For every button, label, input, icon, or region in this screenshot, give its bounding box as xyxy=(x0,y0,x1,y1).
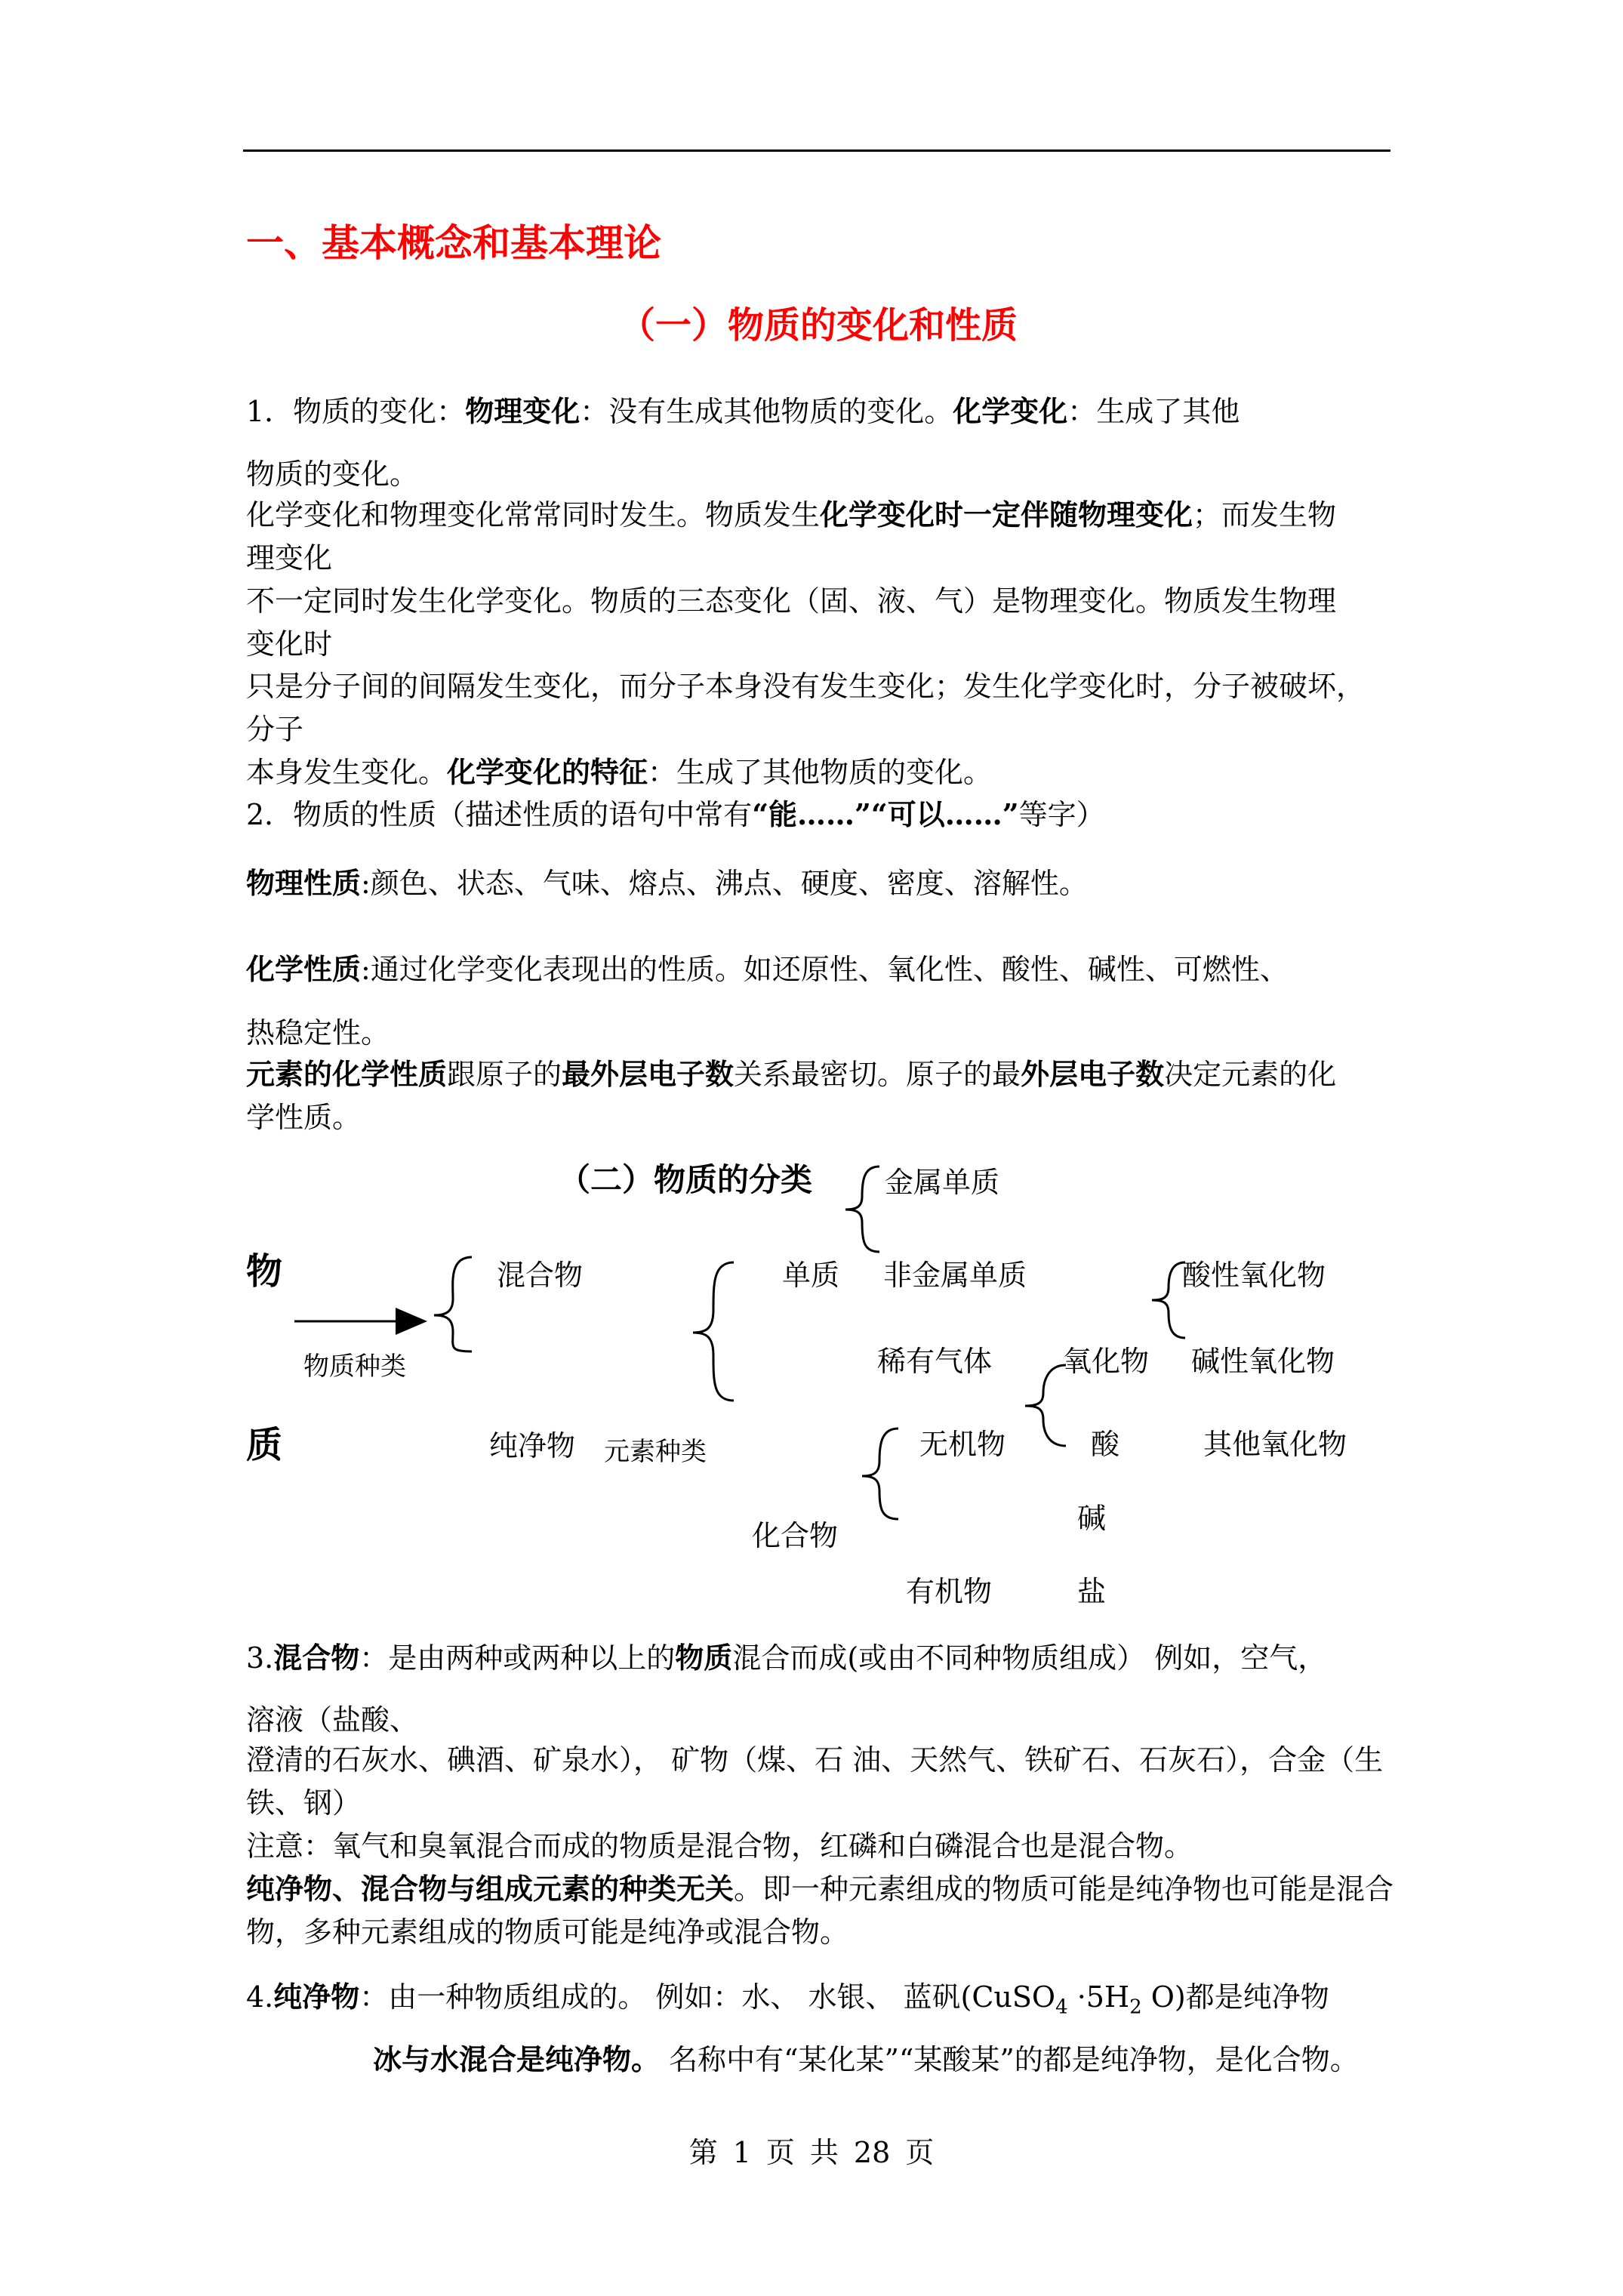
page-footer: 第 1 页 共 28 页 xyxy=(688,2136,935,2169)
brace-element-compound xyxy=(693,1262,734,1401)
p3-line-6: 纯净物、混合物与组成元素的种类无关。即一种元素组成的物质可能是纯净物也可能是混合 xyxy=(246,1872,1394,1906)
page-total: 28 xyxy=(853,2136,891,2169)
page-number: 1 xyxy=(732,2136,751,2169)
node-salt: 盐 xyxy=(1077,1575,1107,1608)
p3-line-1: 3.混合物：是由两种或两种以上的物质混合而成(或由不同种物质组成） 例如，空气， xyxy=(246,1641,1327,1675)
label-by-element: 元素种类 xyxy=(604,1437,707,1467)
node-nonmetal: 非金属单质 xyxy=(883,1259,1027,1292)
p4-line-2: 冰与水混合是纯净物。 名称中有“某化某”“某酸某”的都是纯净物，是化合物。 xyxy=(373,2042,1359,2076)
node-acid: 酸 xyxy=(1091,1428,1120,1461)
node-pure: 纯净物 xyxy=(489,1429,576,1462)
p1-line-3: 化学变化和物理变化常常同时发生。物质发生化学变化时一定伴随物理变化；而发生物 xyxy=(246,498,1337,532)
heading-2: （一）物质的变化和性质 xyxy=(619,304,1018,347)
node-compound: 化合物 xyxy=(752,1519,839,1552)
p4-line-1: 4.纯净物：由一种物质组成的。 例如：水、 水银、 蓝矾(CuSO$_4$ $\cdot 5H_2$ O)都是纯净物 xyxy=(246,1980,1329,2019)
p1-line-9: 本身发生变化。化学变化的特征：生成了其他物质的变化。 xyxy=(246,755,993,789)
node-inorganic: 无机物 xyxy=(919,1428,1006,1461)
node-noble-gas: 稀有气体 xyxy=(877,1345,993,1378)
p1-line-8: 分子 xyxy=(246,713,304,746)
brace-oxide-types xyxy=(1152,1262,1185,1338)
p3-line-5: 注意：氧气和臭氧混合而成的物质是混合物，红磷和白磷混合也是混合物。 xyxy=(246,1829,1193,1863)
p3-line-7: 物，多种元素组成的物质可能是纯净或混合物。 xyxy=(246,1915,849,1949)
heading-1: 一、基本概念和基本理论 xyxy=(246,220,661,265)
p3-line-4: 铁、钢） xyxy=(246,1786,362,1820)
brace-metal-nonmetal xyxy=(845,1166,879,1252)
node-oxide: 氧化物 xyxy=(1063,1345,1150,1378)
element-property-line: 元素的化学性质跟原子的最外层电子数关系最密切。原子的最外层电子数决定元素的化 xyxy=(246,1057,1337,1091)
p3-line-2: 溶液（盐酸、 xyxy=(246,1703,419,1737)
node-organic: 有机物 xyxy=(906,1575,993,1608)
p1-line-4: 理变化 xyxy=(246,541,333,575)
brace-inorganic-types xyxy=(1025,1365,1066,1446)
p1-line-10: 2．物质的性质（描述性质的语句中常有“能……”“可以……”等字） xyxy=(246,797,1105,831)
p1-line-5: 不一定同时发生化学变化。物质的三态变化（固、液、气）是物理变化。物质发生物理 xyxy=(246,584,1337,618)
chemical-property-line-2: 热稳定性。 xyxy=(246,1016,390,1049)
node-element-substance: 单质 xyxy=(782,1259,840,1292)
node-basic-oxide: 碱性氧化物 xyxy=(1191,1345,1335,1378)
element-property-line-2: 学性质。 xyxy=(246,1101,362,1134)
brace-inorganic-organic xyxy=(862,1428,898,1519)
p1-line-6: 变化时 xyxy=(246,627,333,661)
diagram-title: （二）物质的分类 xyxy=(559,1161,813,1198)
node-mixture: 混合物 xyxy=(497,1259,584,1292)
p1-line-2: 物质的变化。 xyxy=(246,458,419,491)
p3-line-3: 澄清的石灰水、碘酒、矿泉水）， 矿物（煤、石 油、天然气、铁矿石、石灰石），合金（生 xyxy=(246,1743,1384,1777)
p1-line-7: 只是分子间的间隔发生变化，而分子本身没有发生变化；发生化学变化时，分子被破坏， xyxy=(246,670,1366,703)
label-by-kind: 物质种类 xyxy=(303,1351,406,1382)
p1-line-1: 1．物质的变化：物理变化：没有生成其他物质的变化。化学变化：生成了其他 xyxy=(246,395,1240,428)
brace-mixture-pure xyxy=(434,1257,472,1351)
diagram-wu: 物 xyxy=(246,1250,283,1293)
chemical-property-line: 化学性质:通过化学变化表现出的性质。如还原性、氧化性、酸性、碱性、可燃性、 xyxy=(246,953,1289,986)
physical-property-line: 物理性质:颜色、状态、气味、熔点、沸点、硬度、密度、溶解性。 xyxy=(246,867,1088,900)
node-base: 碱 xyxy=(1077,1502,1107,1535)
node-acidic-oxide: 酸性氧化物 xyxy=(1182,1259,1326,1292)
node-metal: 金属单质 xyxy=(885,1166,1000,1199)
diagram-zhi: 质 xyxy=(246,1424,283,1466)
node-other-oxide: 其他氧化物 xyxy=(1203,1428,1347,1461)
